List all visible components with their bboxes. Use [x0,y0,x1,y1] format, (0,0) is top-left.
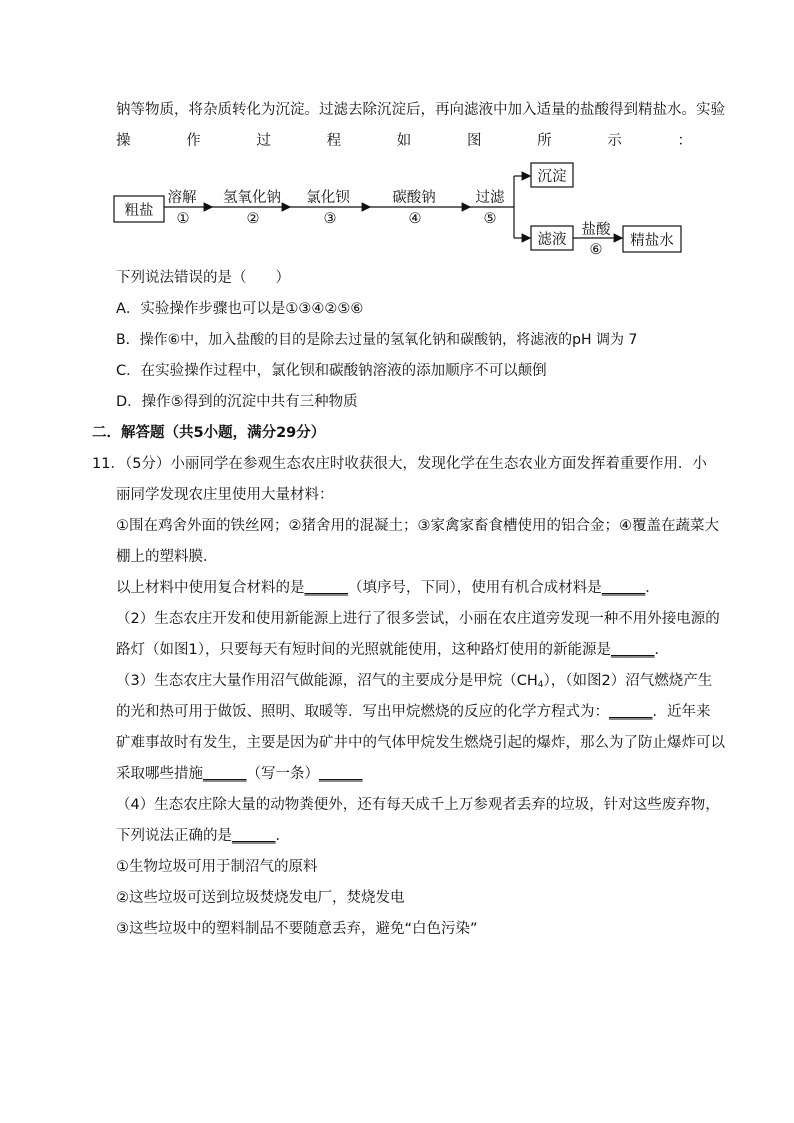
intro-char: 作 [186,133,201,149]
q11-part-3-text: 的光和热可用于做饭、照明、取暖等．写出甲烷燃烧的反应的化学方程式为： [116,704,609,720]
label-brine: 精盐水 [630,233,674,249]
label-step3: 氯化钡 [306,190,350,206]
intro-char: 示 [607,133,622,149]
q11-part-1-text: 以上材料中使用复合材料的是 [116,580,305,596]
answer-blank[interactable]: ______ [610,642,655,658]
intro-char: 图 [466,133,482,149]
section-2-title: 二．解答题（共5小题，满分29分） [92,425,326,441]
label-precipitate: 沉淀 [537,169,567,185]
q11-part-3-line-1 [116,671,712,695]
intro-char: 如 [396,133,412,149]
intro-char: ： [677,133,692,149]
process-flow-diagram [0,0,794,270]
answer-blank[interactable]: ______ [203,766,247,782]
q11-part-4-line-1: （4）生态农庄除大量的动物粪便外，还有每天成千上万参观者丢弃的垃圾，针对这些废弃物， [116,797,720,813]
q11-part-2-text: ． [654,642,669,658]
q11-head-2: 丽同学发现农庄里使用大量材料： [116,487,334,503]
q11-statement-1: ①生物垃圾可用于制沼气的原料 [116,859,318,875]
num-step1: ① [176,211,190,227]
q11-part-3-text: 采取哪些措施 [116,766,203,782]
q11-part-3-line-2 [116,702,711,722]
q11-part-3-text: （3）生态农庄大量作用沼气做能源，沼气的主要成分是甲烷（CH [116,673,538,689]
q11-part-2-text: 路灯（如图1），只要每天有短时间的光照就能使用，这种路灯使用的新能源是 [116,642,611,658]
intro-char: 所 [537,133,552,149]
label-step1: 溶解 [167,190,197,206]
num-step4: ④ [408,211,422,227]
label-filtrate: 滤液 [537,232,567,248]
q10-stem: 下列说法错误的是（ ） [116,270,290,286]
intro-char: 程 [326,133,342,149]
q11-statement-3: ③这些垃圾中的塑料制品不要随意丢弃，避免“白色污染” [116,921,478,937]
subscript: 4 [537,680,544,690]
q11-part-3-text: ．近年来 [652,704,711,720]
q11-part-4-text: 下列说法正确的是 [116,828,232,844]
q10-option-c: C．在实验操作过程中，氯化钡和碳酸钠溶液的添加顺序不可以颠倒 [116,363,547,379]
q11-part-3-text: ），（如图2）沼气燃烧产生 [543,673,713,689]
q11-part-3-line-4 [116,764,363,784]
answer-blank[interactable]: ______ [304,580,348,596]
q11-part-2-line-1: （2）生态农庄开发和使用新能源上进行了很多尝试，小丽在农庄道旁发现一种不用外接电源的 [116,611,720,627]
intro-char: 操 [116,133,131,149]
label-step5: 过滤 [475,190,505,206]
q10-option-b: B．操作⑥中，加入盐酸的目的是除去过量的氢氧化钠和碳酸钠，将滤液的pH 调为 7 [116,332,638,348]
answer-blank[interactable]: ______ [319,766,363,782]
q10-option-d: D．操作⑤得到的沉淀中共有三种物质 [116,394,358,410]
q11-part-3-text: （写一条） [246,766,319,782]
answer-blank[interactable]: ______ [601,580,646,596]
label-step6: 盐酸 [581,222,611,238]
num-step6: ⑥ [589,242,603,258]
label-step2: 氢氧化钠 [223,190,281,206]
q11-part-2-line-2 [116,640,669,660]
q11-part-3-line-3: 矿难事故时有发生，主要是因为矿井中的气体甲烷发生燃烧引起的爆炸，那么为了防止爆炸可以 [116,735,725,751]
num-step5: ⑤ [483,211,497,227]
num-step2: ② [246,211,260,227]
q11-materials-1: ①围在鸡舍外面的铁丝网；②猪舍用的混凝土；③家禽家畜食槽使用的铝合金；④覆盖在蔬菜大 [116,518,719,534]
answer-blank[interactable]: ______ [609,704,653,720]
q11-part-4-text: ． [275,828,290,844]
q11-part-1 [116,578,660,598]
label-step4: 碳酸钠 [392,190,436,206]
label-crude-salt: 粗盐 [124,203,154,219]
q11-statement-2: ②这些垃圾可送到垃圾焚烧发电厂，焚烧发电 [116,890,405,906]
q10-option-a: A．实验操作步骤也可以是①③④②⑤⑥ [116,301,364,317]
q11-part-1-text: ． [645,580,660,596]
answer-blank[interactable]: ______ [232,828,276,844]
q11-head: 11．（5分）小丽同学在参观生态农庄时收获很大，发现化学在生态农业方面发挥着重要作用．小 [92,456,707,472]
q11-materials-2: 棚上的塑料膜． [116,549,218,565]
q11-part-4-line-2 [116,826,290,846]
intro-char: 过 [256,133,271,149]
q11-part-1-text: （填序号，下同），使用有机合成材料是 [348,580,602,596]
intro-line-1: 钠等物质，将杂质转化为沉淀。过滤去除沉淀后，再向滤液中加入适量的盐酸得到精盐水。实验 [116,102,725,118]
num-step3: ③ [323,211,337,227]
